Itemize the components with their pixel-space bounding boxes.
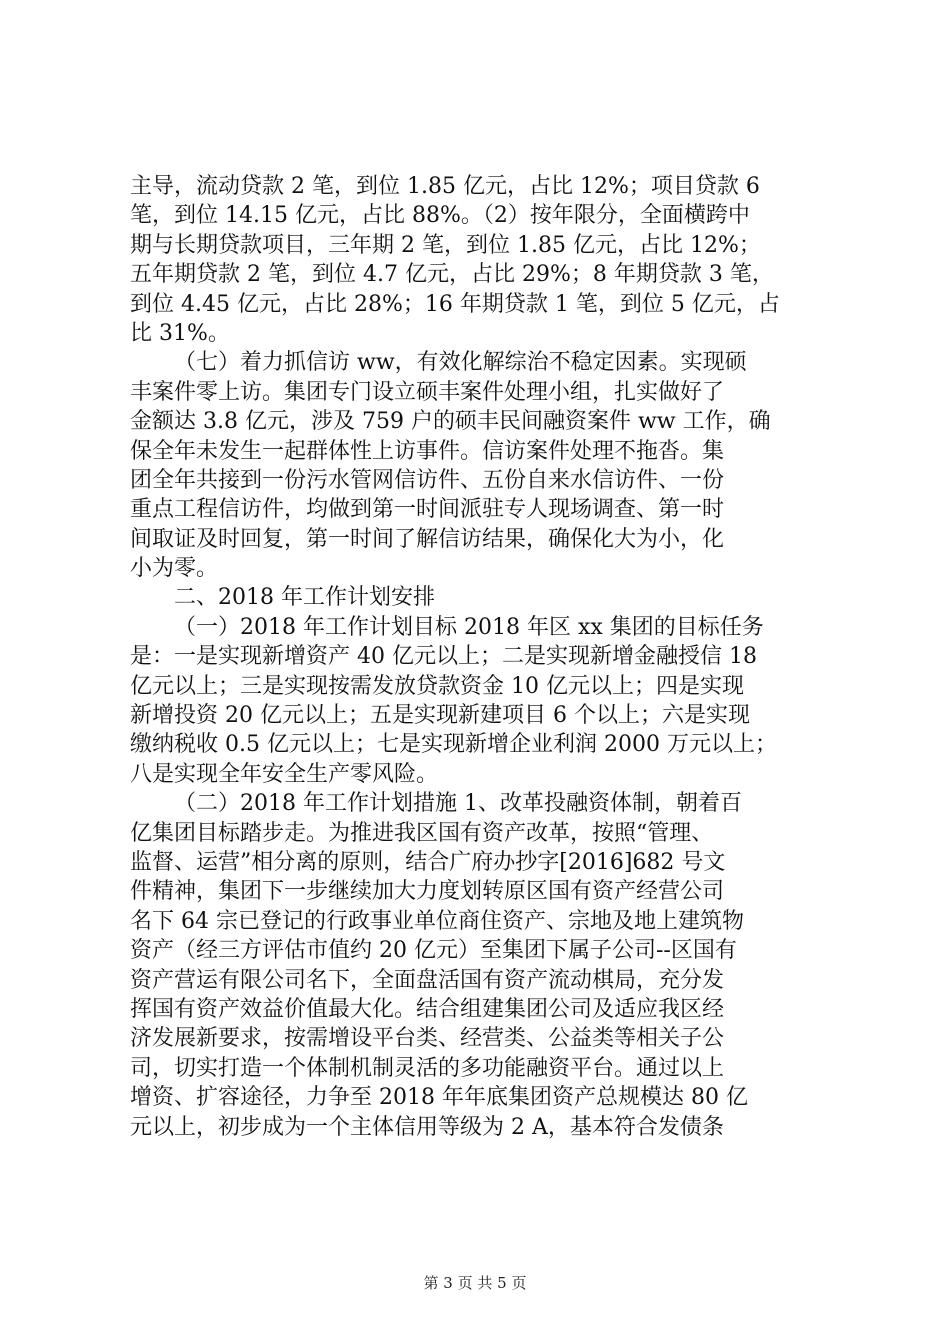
text-line: 二、2018 年工作计划安排 [174,585,435,611]
text-line: 亿集团目标踏步走。为推进我区国有资产改革，按照“管理、 [130,820,714,846]
text-line: （一）2018 年工作计划目标 2018 年区 xx 集团的目标任务 [174,614,764,640]
text-line: 济发展新要求，按需增设平台类、经营类、公益类等相关子公 [130,1026,725,1052]
document-body [130,172,830,1142]
text-line: 名下 64 宗已登记的行政事业单位商住资产、宗地及地上建筑物 [130,908,744,934]
text-line: 元以上，初步成为一个主体信用等级为 2 A，基本符合发债条 [130,1114,724,1140]
text-line: 增资、扩容途径，力争至 2018 年年底集团资产总规模达 80 亿 [130,1085,748,1111]
text-line: 丰案件零上访。集团专门设立硕丰案件处理小组，扎实做好了 [130,379,725,405]
text-line: 重点工程信访件，均做到第一时间派驻专人现场调查、第一时 [130,497,725,523]
text-line: 金额达 3.8 亿元，涉及 759 户的硕丰民间融资案件 ww 工作，确 [130,409,771,435]
text-line: 缴纳税收 0.5 亿元以上；七是实现新增企业利润 2000 万元以上； [130,732,777,758]
text-line: 到位 4.45 亿元，占比 28%；16 年期贷款 1 笔，到位 5 亿元，占 [130,291,780,317]
text-line: 八是实现全年安全生产零风险。 [130,761,439,787]
text-line: （二）2018 年工作计划措施 1、改革投融资体制，朝着百 [174,791,742,817]
text-line: 资产营运有限公司名下，全面盘活国有资产流动棋局，充分发 [130,967,725,993]
text-line: 小为零。 [130,556,219,582]
text-line: 资产（经三方评估市值约 20 亿元）至集团下属子公司--区国有 [130,938,737,964]
text-line: 亿元以上；三是实现按需发放贷款资金 10 亿元以上；四是实现 [130,673,744,699]
text-line: 主导，流动贷款 2 笔，到位 1.85 亿元，占比 12%；项目贷款 6 [130,174,760,199]
text-line: 司，切实打造一个体制机制灵活的多功能融资平台。通过以上 [130,1055,725,1081]
text-line: 监督、运营”相分离的原则，结合广府办抄字[2016]682 号文 [130,849,726,875]
text-line: 件精神，集团下一步继续加大力度划转原区国有资产经营公司 [130,879,725,905]
text-line: 挥国有资产效益价值最大化。结合组建集团公司及适应我区经 [130,996,725,1022]
text-line: 期与长期贷款项目，三年期 2 笔，到位 1.85 亿元，占比 12%； [130,232,761,258]
text-line: 新增投资 20 亿元以上；五是实现新建项目 6 个以上；六是实现 [130,703,750,729]
text-line: 比 31%。 [130,320,230,346]
page-footer: 第 3 页 共 5 页 [423,1274,527,1292]
text-line: 笔，到位 14.15 亿元，占比 88%。（2）按年限分，全面横跨中 [130,203,750,229]
text-line: （七）着力抓信访 ww，有效化解综治不稳定因素。实现硕 [174,350,747,376]
text-line: 团全年共接到一份污水管网信访件、五份自来水信访件、一份 [130,467,725,493]
text-line: 五年期贷款 2 笔，到位 4.7 亿元，占比 29%；8 年期贷款 3 笔， [130,262,774,288]
text-line: 间取证及时回复，第一时间了解信访结果，确保化大为小，化 [130,526,725,552]
text-line: 是：一是实现新增资产 40 亿元以上；二是实现新增金融授信 18 [130,644,757,670]
text-line: 保全年未发生一起群体性上访事件。信访案件处理不拖沓。集 [130,438,725,464]
